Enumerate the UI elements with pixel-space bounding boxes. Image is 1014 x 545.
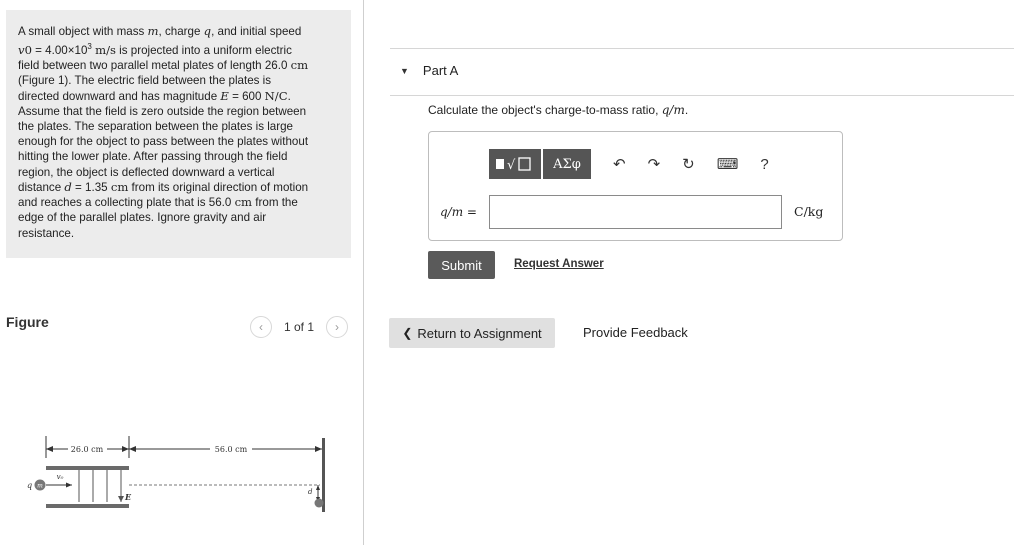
math-symbol: m/s [95, 43, 116, 58]
problem-line [18, 58, 339, 73]
problem-text: directed downward and has magnitude [18, 89, 221, 103]
velocity-arrow [66, 483, 72, 488]
question-text [428, 103, 688, 117]
problem-text: and reaches a collecting plate that is 56.0 [18, 196, 235, 210]
problem-text: . [287, 89, 291, 103]
charge-label: q [27, 481, 33, 490]
problem-line [18, 210, 339, 225]
problem-text: = 1.35 [71, 180, 111, 194]
reset-icon[interactable]: ↻ [682, 156, 695, 173]
math-symbol: 0 [24, 43, 32, 58]
problem-text: region, the object is deflected downward a vertical [18, 165, 275, 179]
problem-text: the plates. The separation between the plates is large [18, 120, 293, 134]
dim-arrow-left [46, 446, 53, 452]
problem-text: distance [18, 180, 65, 194]
problem-text: resistance. [18, 226, 75, 240]
request-answer-link[interactable]: Request Answer [514, 258, 604, 270]
undo-icon[interactable]: ↶ [613, 156, 626, 173]
plate-length-label: 26.0 cm [70, 445, 104, 454]
problem-line [18, 226, 339, 241]
prev-figure-button[interactable]: ‹ [250, 316, 272, 338]
distance-label: 56.0 cm [214, 445, 248, 454]
problem-text: from the [252, 196, 298, 210]
problem-statement [6, 10, 351, 258]
submit-button[interactable]: Submit [428, 251, 495, 279]
problem-text: = 4.00×10 [31, 44, 88, 58]
field-label: E [125, 492, 132, 502]
problem-text: , charge [158, 25, 204, 38]
part-a-top-border [390, 48, 1014, 49]
speed-label: v₀ [56, 473, 64, 481]
chevron-left-icon: ❮ [402, 326, 413, 340]
problem-line [18, 195, 339, 210]
problem-line [18, 104, 339, 119]
top-plate [46, 466, 129, 470]
math-symbol: cm [234, 195, 253, 210]
svg-text:√: √ [507, 158, 516, 173]
problem-line [18, 89, 339, 104]
problem-text: A small object with mass [18, 25, 148, 38]
figure-heading: Figure [6, 314, 49, 330]
panel-divider [363, 0, 364, 545]
parallel-plates-diagram [22, 432, 342, 516]
superscript: 3 [87, 42, 92, 52]
bottom-plate [46, 504, 129, 508]
dim-arrow-mid-left [122, 446, 129, 452]
math-symbol: q [203, 24, 212, 38]
answer-input[interactable] [489, 195, 782, 229]
dim-arrow-right [315, 446, 322, 452]
math-symbol: d [64, 179, 72, 194]
part-a-bottom-border [390, 95, 1014, 96]
problem-text: (Figure 1). The electric field between the plates is [18, 74, 272, 88]
part-a-title: Part A [422, 63, 459, 78]
problem-line [18, 149, 339, 164]
math-symbol: E [220, 88, 229, 103]
next-figure-button[interactable]: › [326, 316, 348, 338]
math-symbol: m [147, 24, 159, 38]
problem-text: enough for the object to pass between the plates without [18, 135, 309, 149]
deflection-arrow-top [316, 485, 320, 490]
question-prefix: Calculate the object's charge-to-mass ratio, [428, 103, 662, 117]
problem-line [18, 39, 339, 58]
deflection-label: d [308, 488, 313, 496]
problem-text: Assume that the field is zero outside the region between [18, 104, 307, 118]
problem-line [18, 134, 339, 149]
problem-line [18, 73, 339, 88]
problem-text: is projected into a uniform electric [115, 44, 292, 58]
collapse-triangle-icon: ▼ [400, 65, 409, 76]
unit-label: C/kg [794, 204, 824, 219]
problem-text: from its original direction of motion [128, 180, 309, 194]
part-a-header[interactable] [400, 63, 458, 78]
problem-line [18, 24, 339, 39]
redo-icon[interactable]: ↷ [647, 156, 661, 173]
figure-count: 1 of 1 [284, 320, 315, 334]
figure-pager [250, 316, 348, 338]
question-suffix: . [684, 103, 689, 117]
return-to-assignment-button[interactable] [389, 318, 555, 348]
math-symbol: cm [290, 58, 309, 73]
problem-text: hitting the lower plate. After passing through the field [18, 150, 288, 164]
math-symbol: cm [110, 179, 129, 194]
problem-text: , and initial speed [211, 25, 302, 38]
provide-feedback-link[interactable]: Provide Feedback [583, 325, 688, 340]
field-arrow [118, 496, 124, 502]
templates-icon [495, 155, 535, 173]
math-toolbar [489, 149, 769, 179]
dim-arrow-mid-right [129, 446, 136, 452]
templates-button[interactable] [489, 149, 541, 179]
help-icon[interactable]: ? [760, 155, 769, 173]
problem-text: = 600 [228, 89, 265, 103]
math-symbol: v [18, 43, 25, 58]
keyboard-icon[interactable]: ⌨ [716, 156, 739, 173]
problem-line [18, 165, 339, 180]
problem-text: edge of the parallel plates. Ignore gravity and air [18, 211, 267, 225]
problem-line [18, 119, 339, 134]
answer-box [428, 131, 843, 241]
problem-text: field between two parallel metal plates of length 26.0 [18, 59, 291, 73]
deflected-object [315, 499, 324, 508]
question-math: q/m [661, 103, 685, 117]
equation-label: q/m = [440, 205, 477, 219]
greek-symbols-button[interactable]: ΑΣφ [543, 149, 591, 179]
mass-label: m [37, 482, 43, 490]
math-symbol: N/C [264, 88, 288, 103]
problem-line [18, 180, 339, 195]
return-label: Return to Assignment [417, 325, 542, 341]
